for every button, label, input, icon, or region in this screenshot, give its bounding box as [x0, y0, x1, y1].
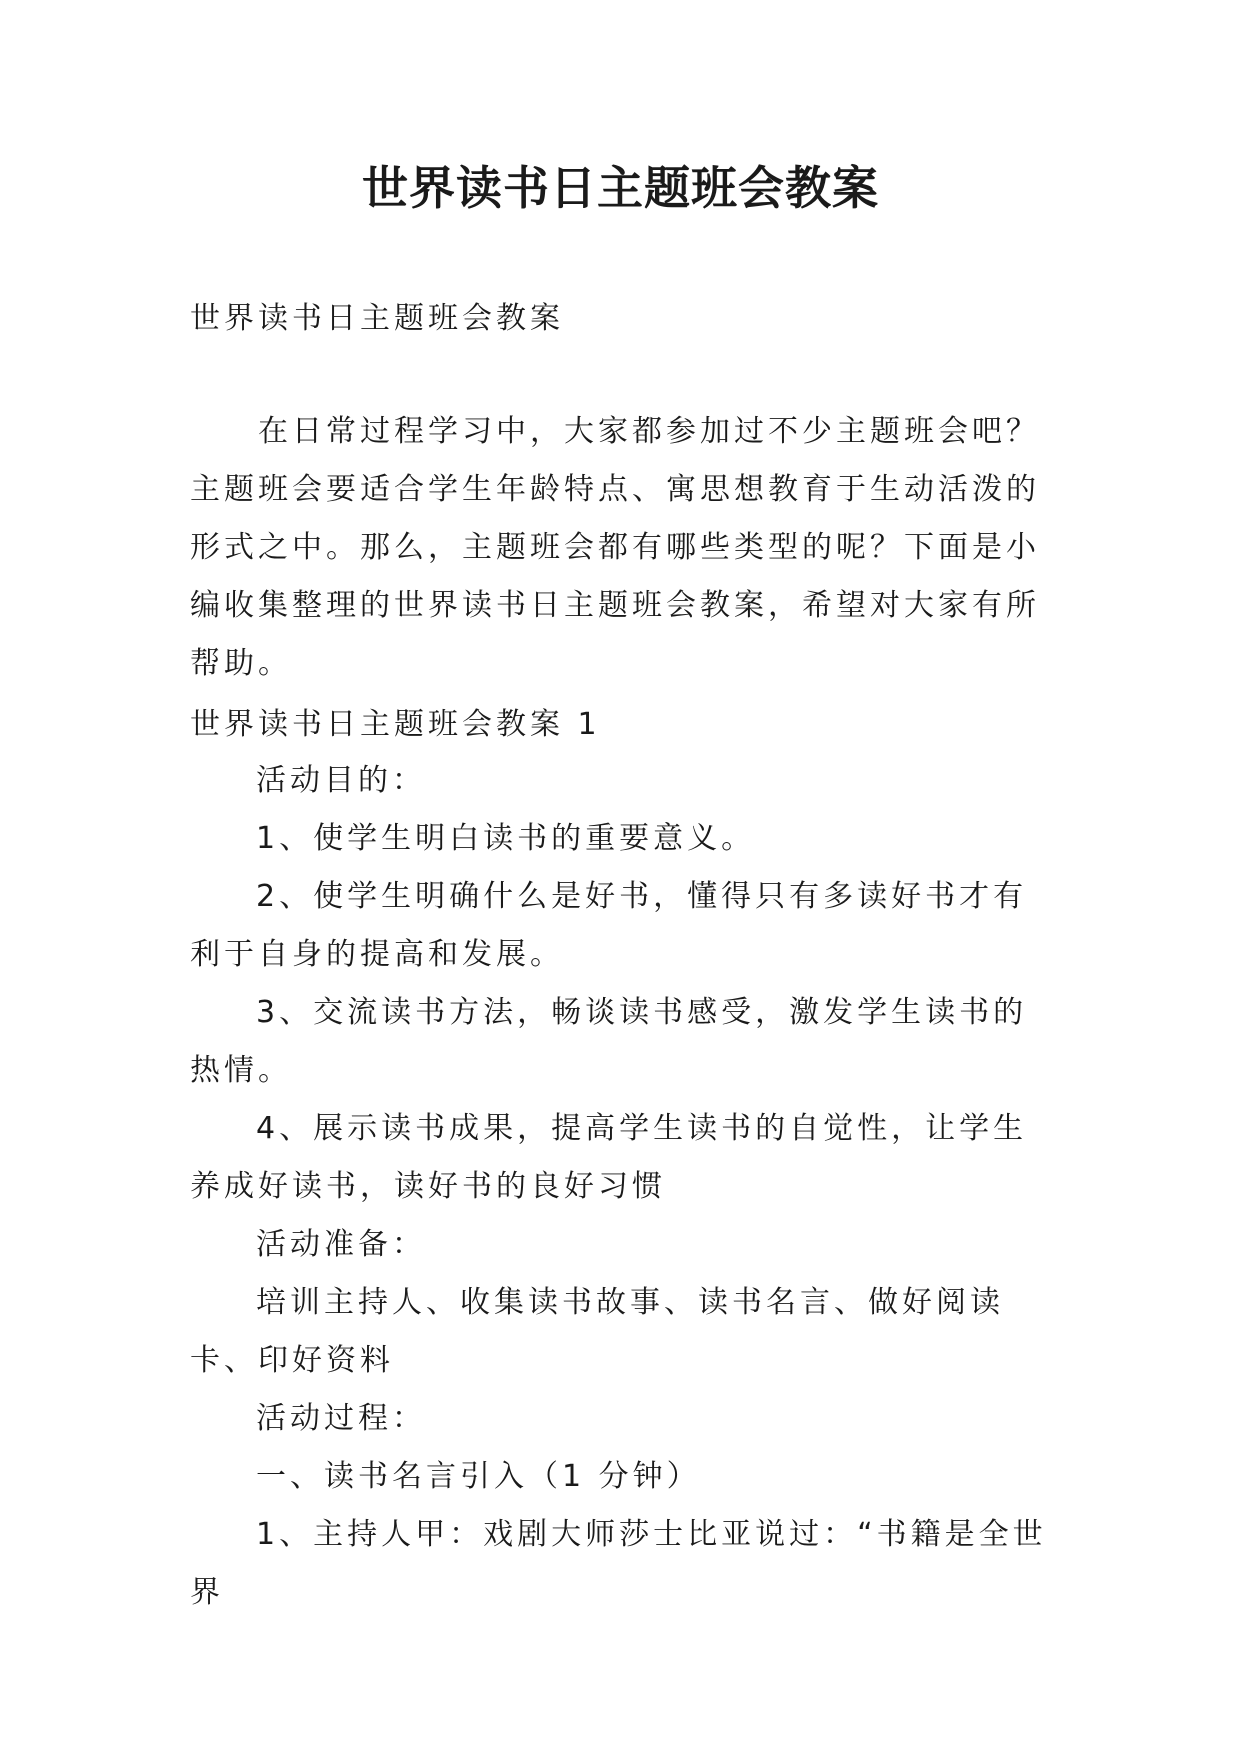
paragraph-goal-1: 1、使学生明白读书的重要意义。	[256, 821, 756, 856]
paragraph-host-a: 1、主持人甲：戏剧大师莎士比亚说过：“书籍是全世界	[190, 1517, 1047, 1610]
paragraph-goal-4: 4、展示读书成果，提高学生读书的自觉性，让学生养成好读书，读好书的良好习惯	[190, 1111, 1028, 1204]
paragraph-step-1: 一、读书名言引入（1 分钟）	[256, 1459, 701, 1494]
document-title: 世界读书日主题班会教案	[362, 161, 879, 215]
paragraph-goal-2: 2、使学生明确什么是好书，懂得只有多读好书才有利于自身的提高和发展。	[190, 879, 1028, 972]
document-subtitle: 世界读书日主题班会教案	[190, 301, 564, 336]
section-heading: 世界读书日主题班会教案 1	[190, 707, 601, 742]
paragraph-activity-goal: 活动目的：	[256, 763, 426, 798]
paragraph-prep-detail: 培训主持人、收集读书故事、读书名言、做好阅读卡、印好资料	[190, 1285, 1004, 1378]
paragraph-activity-prep: 活动准备：	[256, 1227, 426, 1262]
paragraph-activity-process: 活动过程：	[256, 1401, 426, 1436]
paragraph-goal-3: 3、交流读书方法，畅谈读书感受，激发学生读书的热情。	[190, 995, 1028, 1088]
intro-paragraph: 在日常过程学习中，大家都参加过不少主题班会吧？主题班会要适合学生年龄特点、寓思想教育于生动活泼的形式之中。那么，主题班会都有哪些类型的呢？下面是小编收集整理的世界读书日主题班会教案，希望对大家有所帮助。	[190, 414, 1040, 681]
section-body	[190, 752, 1050, 1622]
